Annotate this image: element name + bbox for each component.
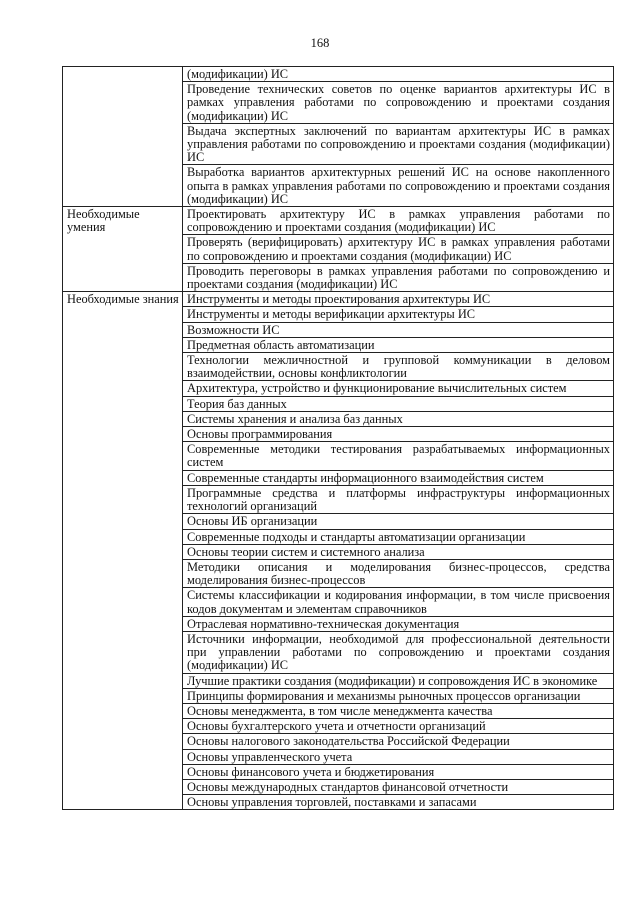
requirement-item: Основы финансового учета и бюджетирования [183, 764, 614, 779]
requirement-item: Принципы формирования и механизмы рыночных процессов организации [183, 688, 614, 703]
requirement-item: Основы управленческого учета [183, 749, 614, 764]
requirement-item: Теория баз данных [183, 396, 614, 411]
requirement-item: Основы ИБ организации [183, 514, 614, 529]
requirement-item: Основы теории систем и системного анализа [183, 544, 614, 559]
section-label: Необходимые умения [63, 207, 183, 292]
requirement-item: Отраслевая нормативно-техническая документация [183, 616, 614, 631]
requirement-item: Проектировать архитектуру ИС в рамках управления работами по сопровождению и проектами создания (модификации) ИС [183, 207, 614, 235]
requirement-item: Методики описания и моделирования бизнес-процессов, средства моделирования бизнес-процессов [183, 559, 614, 587]
requirement-item: Проведение технических советов по оценке вариантов архитектуры ИС в рамках управления работами по сопровождению и проектами создания (модификации) ИС [183, 82, 614, 124]
requirement-item: Современные стандарты информационного взаимодействия систем [183, 470, 614, 485]
table-row [63, 67, 614, 82]
section-label: Необходимые знания [63, 292, 183, 810]
requirement-item: Предметная область автоматизации [183, 337, 614, 352]
table-row [63, 207, 614, 235]
requirement-item: Программные средства и платформы инфраструктуры информационных технологий организаций [183, 485, 614, 513]
requirement-item: Системы классификации и кодирования информации, в том числе присвоения кодов документам и элементам справочников [183, 588, 614, 616]
requirement-item: Возможности ИС [183, 322, 614, 337]
section-label [63, 67, 183, 207]
requirement-item: Проводить переговоры в рамках управления работами по сопровождению и проектами создания (модификации) ИС [183, 263, 614, 291]
requirement-item: Проверять (верифицировать) архитектуру ИС в рамках управления работами по сопровождению и проектами создания (модификации) ИС [183, 235, 614, 263]
requirement-item: Системы хранения и анализа баз данных [183, 411, 614, 426]
requirement-item: Современные методики тестирования разрабатываемых информационных систем [183, 442, 614, 470]
requirement-item: Основы налогового законодательства Российской Федерации [183, 734, 614, 749]
requirement-item: Инструменты и методы проектирования архитектуры ИС [183, 292, 614, 307]
requirement-item: (модификации) ИС [183, 67, 614, 82]
requirement-item: Современные подходы и стандарты автоматизации организации [183, 529, 614, 544]
requirement-item: Основы управления торговлей, поставками и запасами [183, 795, 614, 810]
requirement-item: Источники информации, необходимой для профессиональной деятельности при управлении работами по сопровождению и проектами создания (модификации) ИС [183, 631, 614, 673]
requirements-table [62, 66, 614, 810]
requirement-item: Лучшие практики создания (модификации) и сопровождения ИС в экономике [183, 673, 614, 688]
requirement-item: Основы программирования [183, 427, 614, 442]
requirement-item: Выдача экспертных заключений по вариантам архитектуры ИС в рамках управления работами по сопровождению и проектами создания (модификации) ИС [183, 123, 614, 165]
requirement-item: Основы бухгалтерского учета и отчетности организаций [183, 719, 614, 734]
requirement-item: Инструменты и методы верификации архитектуры ИС [183, 307, 614, 322]
requirement-item: Архитектура, устройство и функционирование вычислительных систем [183, 381, 614, 396]
table-body [63, 67, 614, 810]
requirement-item: Технологии межличностной и групповой коммуникации в деловом взаимодействии, основы конфликтологии [183, 353, 614, 381]
page-number: 168 [310, 36, 330, 50]
requirement-item: Основы менеджмента, в том числе менеджмента качества [183, 703, 614, 718]
requirement-item: Основы международных стандартов финансовой отчетности [183, 779, 614, 794]
table-row [63, 292, 614, 307]
requirement-item: Выработка вариантов архитектурных решений ИС на основе накопленного опыта в рамках управления работами по сопровождению и проектами создания (модификации) ИС [183, 165, 614, 207]
